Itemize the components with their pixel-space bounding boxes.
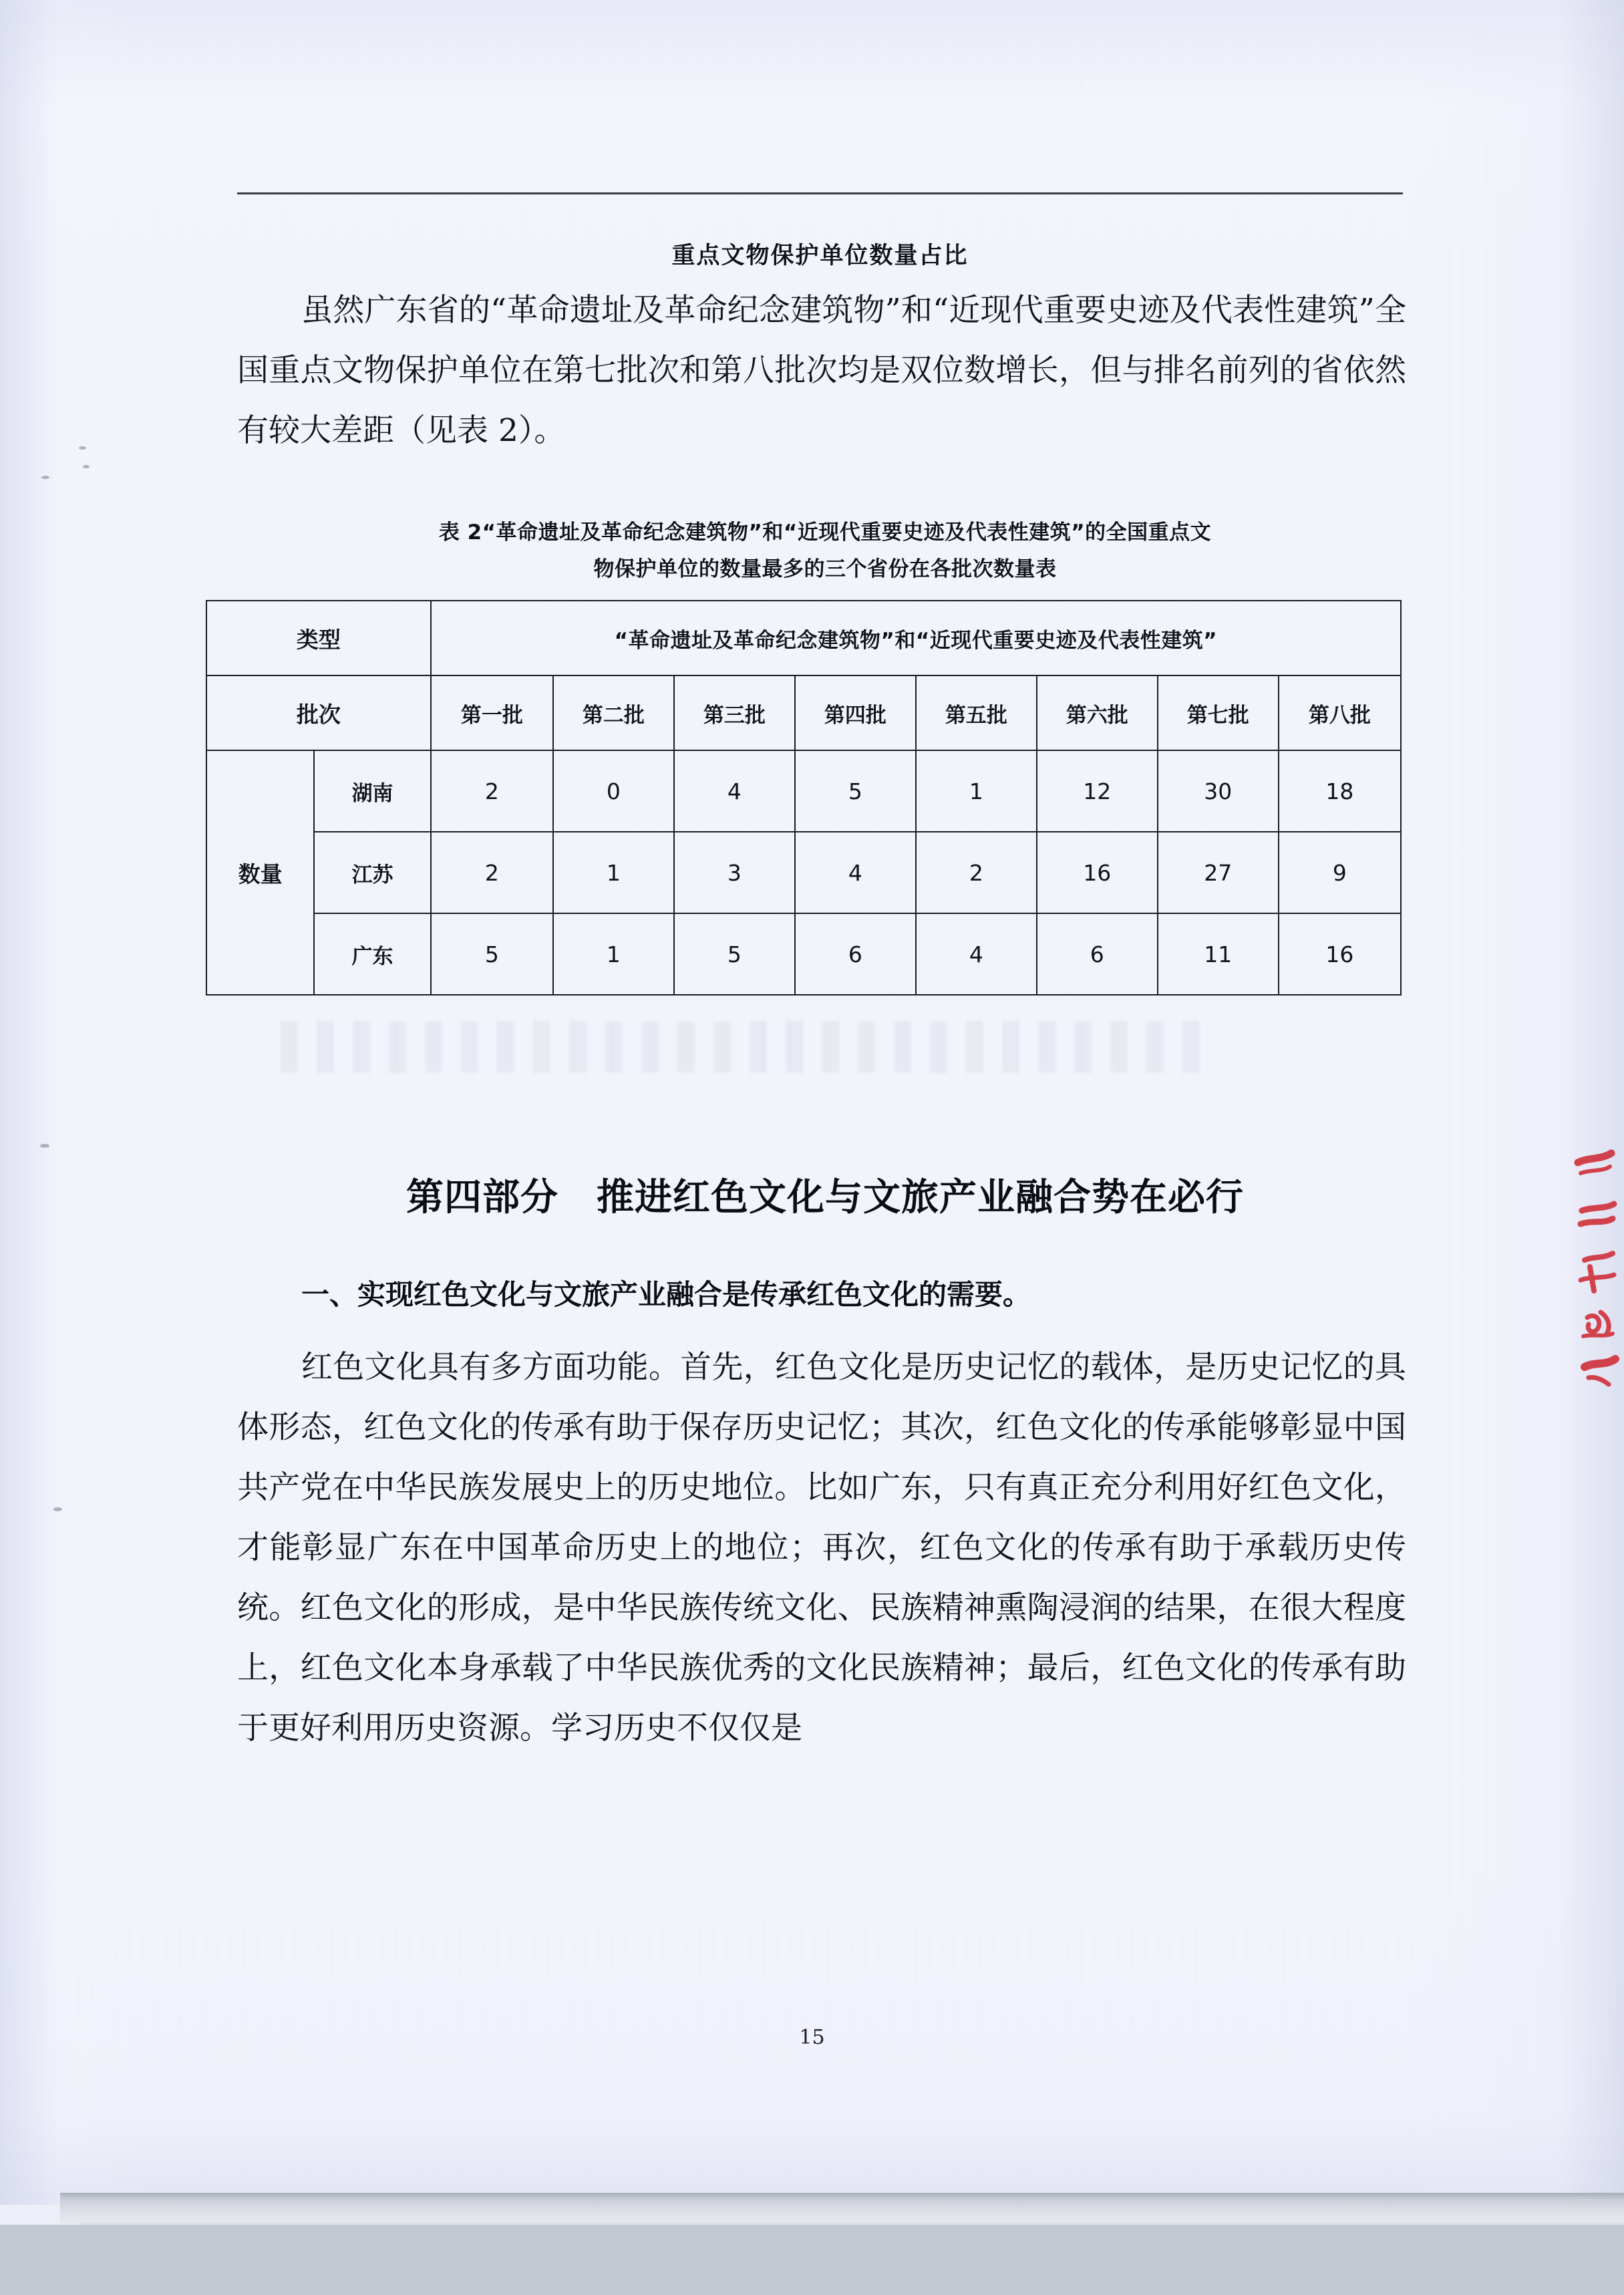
cell-jiangsu-b5: 2 <box>916 832 1037 913</box>
table-row <box>206 832 1401 913</box>
table-caption-line-1: 表 2“革命遗址及革命纪念建筑物”和“近现代重要史迹及代表性建筑”的全国重点文 <box>438 520 1212 545</box>
scanner-background <box>0 2225 1624 2295</box>
header-rule <box>237 192 1403 194</box>
cell-hunan-b8: 18 <box>1279 750 1401 832</box>
table-caption-line-2: 物保护单位的数量最多的三个省份在各批次数量表 <box>593 557 1057 581</box>
header-batch-1: 第一批 <box>431 675 553 750</box>
cell-jiangsu-b3: 3 <box>674 832 795 913</box>
body-paragraph <box>237 1338 1406 1758</box>
cell-guangdong-b7: 11 <box>1158 913 1279 995</box>
header-batch-7: 第七批 <box>1158 675 1279 750</box>
header-type-value: “革命遗址及革命纪念建筑物”和“近现代重要史迹及代表性建筑” <box>431 601 1401 675</box>
province-label-jiangsu: 江苏 <box>314 832 430 913</box>
cell-hunan-b6: 12 <box>1037 750 1158 832</box>
header-batch-8: 第八批 <box>1279 675 1401 750</box>
cell-hunan-b1: 2 <box>431 750 553 832</box>
table-caption <box>261 514 1390 588</box>
intro-paragraph <box>237 281 1406 461</box>
cell-hunan-b5: 1 <box>916 750 1037 832</box>
cell-guangdong-b4: 6 <box>795 913 916 995</box>
cell-jiangsu-b4: 4 <box>795 832 916 913</box>
cell-guangdong-b8: 16 <box>1279 913 1401 995</box>
sub-heading: 一、实现红色文化与文旅产业融合是传承红色文化的需要。 <box>301 1278 1031 1311</box>
header-batch-6: 第六批 <box>1037 675 1158 750</box>
cell-guangdong-b3: 5 <box>674 913 795 995</box>
cell-guangdong-b6: 6 <box>1037 913 1158 995</box>
table-row-header-type <box>206 601 1401 675</box>
table-container <box>206 600 1402 996</box>
scan-speck <box>83 465 90 468</box>
table-row <box>206 913 1401 995</box>
cell-jiangsu-b1: 2 <box>431 832 553 913</box>
cell-jiangsu-b6: 16 <box>1037 832 1158 913</box>
cell-guangdong-b1: 5 <box>431 913 553 995</box>
cell-guangdong-b2: 1 <box>553 913 674 995</box>
header-batch-2: 第二批 <box>553 675 674 750</box>
scan-showthrough-ghost <box>281 1021 1202 1073</box>
cell-hunan-b2: 0 <box>553 750 674 832</box>
page-number: 15 <box>799 2026 825 2049</box>
figure-title: 重点文物保护单位数量占比 <box>671 243 969 269</box>
province-label-guangdong: 广东 <box>314 913 430 995</box>
header-batch-4: 第四批 <box>795 675 916 750</box>
table-row <box>206 750 1401 832</box>
table-row-header-batch <box>206 675 1401 750</box>
part-heading: 第四部分 推进红色文化与文旅产业融合势在必行 <box>406 1176 1244 1219</box>
header-batch-5: 第五批 <box>916 675 1037 750</box>
intro-paragraph-text: 虽然广东省的“革命遗址及革命纪念建筑物”和“近现代重要史迹及代表性建筑”全国重点文物保护单位在第七批次和第八批次均是双位数增长，但与排名前列的省依然有较大差距（见表 2）。 <box>237 292 1406 449</box>
scan-speck <box>53 1507 62 1511</box>
scan-speck <box>79 446 86 450</box>
scan-speck <box>40 1144 49 1148</box>
header-batch-3: 第三批 <box>674 675 795 750</box>
body-paragraph-text: 红色文化具有多方面功能。首先，红色文化是历史记忆的载体，是历史记忆的具体形态，红色文化的传承有助于保存历史记忆；其次，红色文化的传承能够彰显中国共产党在中华民族发展史上的历史地位。比如广东，只有真正充分利用好红色文化，才能彰显广东在中国革命历史上的地位；再次，红色文化的传承有助于承载历史传统。红色文化的形成，是中华民族传统文化、民族精神熏陶浸润的结果，在很大程度上，红色文化本身承载了中华民族优秀的文化民族精神；最后，红色文化的传承有助于更好利用历史资源。学习历史不仅仅是 <box>237 1349 1406 1746</box>
quantity-row-label: 数量 <box>206 750 314 995</box>
cell-hunan-b4: 5 <box>795 750 916 832</box>
cell-guangdong-b5: 4 <box>916 913 1037 995</box>
cell-hunan-b7: 30 <box>1158 750 1279 832</box>
cell-jiangsu-b8: 9 <box>1279 832 1401 913</box>
scan-speck <box>41 476 49 479</box>
header-batch-label: 批次 <box>206 675 431 750</box>
province-label-hunan: 湖南 <box>314 750 430 832</box>
cell-jiangsu-b7: 27 <box>1158 832 1279 913</box>
cell-hunan-b3: 4 <box>674 750 795 832</box>
provinces-batches-table <box>206 600 1402 996</box>
cell-jiangsu-b2: 1 <box>553 832 674 913</box>
header-type-label: 类型 <box>206 601 431 675</box>
